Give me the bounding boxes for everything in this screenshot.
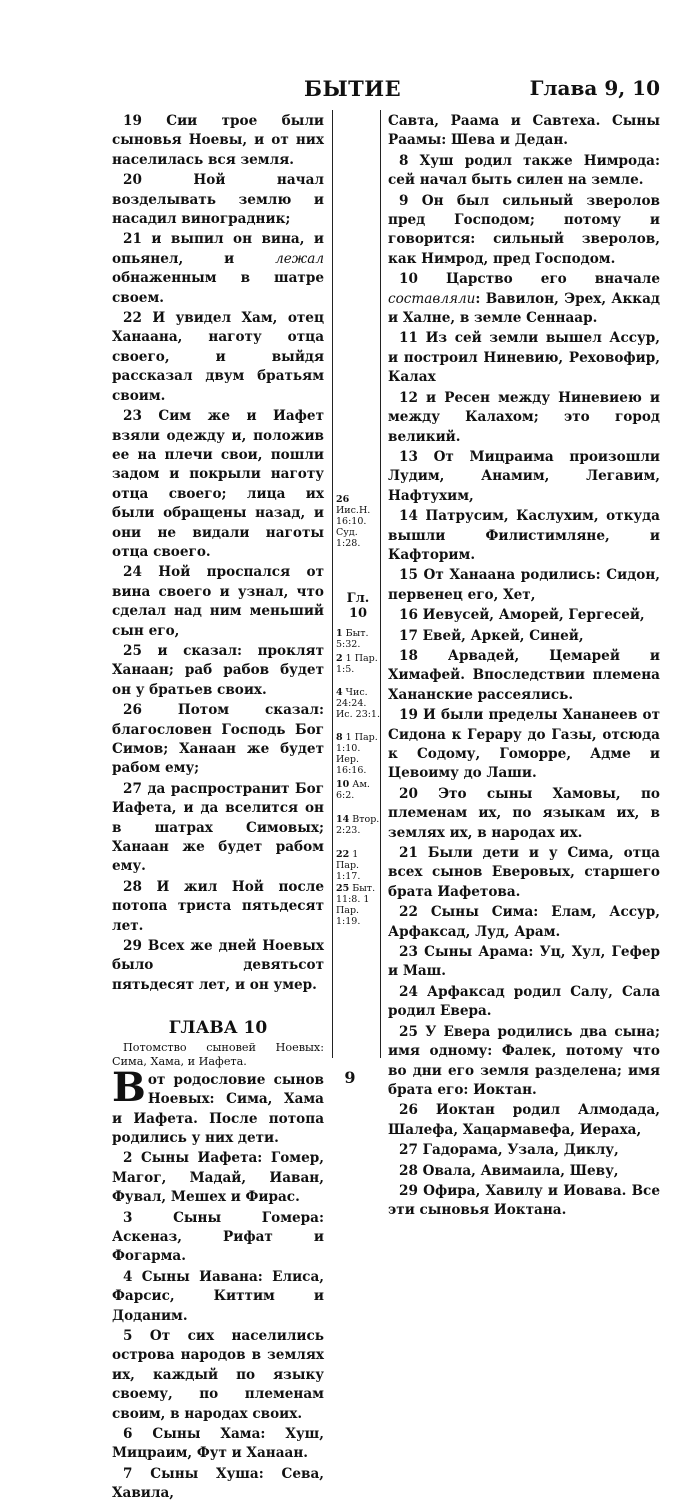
verse: 24 Ной проспался от вина своего и узнал, что сделал над ним меньший сын его, [112,564,324,639]
column-rule-left [332,110,333,1058]
verse: 14 Патрусим, Каслухим, откуда вышли Филистимляне, и Кафторим. [388,508,660,563]
verse: 25 и сказал: проклят Ханаан; раб рабов будет он у братьев своих. [112,642,324,698]
verse: 23 Сыны Арама: Уц, Хул, Гефер и Маш. [388,944,660,980]
page-number: 9 [344,1068,356,1087]
cross-reference: 10 Ам. 6:2. [336,779,370,801]
cross-reference: 8 1 Пар. 1:10. Иер. 16:16. [336,732,378,776]
cross-reference: 1 Быт. 5:32. [336,628,369,650]
verse: 3 Сыны Гомера: Аскеназ, Рифат и Фогарма. [112,1209,324,1265]
verse: 12 и Ресен между Ниневиею и между Калахом; это город великий. [388,389,660,445]
chapter-summary: Потомство сыновей Ноевых: Сима, Хама, и Иафета. [112,1040,324,1068]
verse: 19 И были пределы Хананеев от Сидона к Герару до Газы, отсюда к Содому, Гоморре, Адме и Цевоиму до Лаши. [388,707,660,782]
verse: 9 Он был сильный зверолов пред Господом; потому и говорится: сильный зверолов, как Нимрод, пред Господом. [388,192,660,267]
verse: 23 Сим же и Иафет взяли одежду и, положив ее на плечи свои, пошли задом и покрыли наготу отца своего; лица их были обращены назад, и они не видали наготы отца своего. [112,408,324,560]
verse: 11 Из сей земли вышел Ассур, и построил Ниневию, Реховофир, Калах [388,330,660,386]
cross-reference-chapter-heading: Гл. 10 [346,591,370,621]
verse-10: 10 Царство его вначале составляли: Вавилон, Эрех, Аккад и Халне, в земле Сеннаар. [388,271,660,327]
verse: 22 И увидел Хам, отец Ханаана, наготу отца своего, и выйдя рассказал двум братьям своим. [112,310,324,404]
verse-1: Вот родословие сынов Ноевых: Сима, Хама и Иафета. После потопа родились у них дети. [112,1063,324,1146]
column-rule-right [380,110,381,1058]
verse: 8 Хуш родил также Нимрода: сей начал быть силен на земле. [388,152,660,189]
cross-reference: 26 Иис.Н. 16:10. Суд. 1:28. [336,494,371,549]
verse: 21 Были дети и у Сима, отца всех сынов Еверовых, старшего брата Иафетова. [388,845,660,900]
verse: 19 Сии трое были сыновья Ноевы, и от них населилась вся земля. [112,113,324,168]
cross-reference: 2 1 Пар. 1:5. [336,653,378,675]
cross-reference: 4 Чис. 24:24. Ис. 23:1. [336,687,380,720]
verse: 15 От Ханаана родились: Сидон, первенец его, Хет, [388,567,660,603]
verse: 16 Иевусей, Аморей, Гергесей, [399,607,645,624]
verse: 5 От сих населились острова народов в землях их, каждый по языку своему, по племенам своим, в народах своих. [112,1327,324,1422]
verse: 18 Арвадей, Цемарей и Химафей. Впоследствии племена Хананские рассеялись. [388,647,660,703]
verse: 20 Ной начал возделывать землю и насадил виноградник; [112,172,324,228]
verse: 24 Арфаксад родил Салу, Сала родил Евера. [388,983,660,1020]
verse: 2 Сыны Иафета: Гомер, Магог, Мадай, Иаван, Фувал, Мешех и Фирас. [112,1150,324,1206]
verse: 6 Сыны Хама: Хуш, Мицраим, Фут и Ханаан. [112,1426,324,1462]
cross-reference: 25 Быт. 11:8. 1 Пар. 1:19. [336,883,376,927]
verse: 22 Сыны Сима: Елам, Ассур, Арфаксад, Луд, Арам. [388,904,660,940]
verse: 25 У Евера родились два сына; имя одному: Фалек, потому что во дни его земля разделена; имя брата его: Иоктан. [388,1023,660,1098]
running-header [112,76,660,106]
verse: 28 Овала, Авимаила, Шеву, [399,1162,619,1179]
verse: 4 Сыны Иавана: Елиса, Фарсис, Киттим и Доданим. [112,1268,324,1324]
verse: 20 Это сыны Хамовы, по племенам их, по языкам их, в землях их, в народах их. [388,785,660,841]
verse: 27 Гадорама, Узала, Диклу, [399,1142,619,1159]
chapter-reference: Глава 9, 10 [529,76,660,100]
right-text-column [388,112,660,1222]
drop-cap: В [112,1063,146,1111]
verse: 13 От Мицраима произошли Лудим, Анамим, Легавим, Нафтухим, [388,448,660,504]
verse: 28 И жил Ной после потопа триста пятьдесят лет. [112,878,324,934]
verse: 29 Всех же дней Ноевых было девятьсот пятьдесят лет, и он умер. [112,938,324,993]
left-text-column [112,112,324,1505]
verse: 29 Офира, Хавилу и Иовава. Все эти сыновья Иоктана. [388,1182,660,1219]
verse: 17 Евей, Аркей, Синей, [399,627,584,644]
book-title: БЫТИЕ [304,76,402,101]
chapter-heading: ГЛАВА 10 [168,1018,268,1039]
cross-reference: 22 1 Пар. 1:17. [336,849,361,882]
verse: 26 Иоктан родил Алмодада, Шалефа, Хацармавефа, Иераха, [388,1102,660,1138]
verse-21: 21 и выпил он вина, и опьянел, и лежал обнаженным в шатре своем. [112,231,324,306]
verse: 7 Сыны Хуша: Сева, Хавила, [112,1465,324,1502]
verse: 27 да распространит Бог Иафета, и да вселится он в шатрах Симовых; Ханаан же будет рабом ему. [112,780,324,875]
cross-reference: 14 Втор. 2:23. [336,814,380,836]
verse-continuation: Савта, Раама и Савтеха. Сыны Раамы: Шева и Дедан. [388,113,660,149]
verse: 26 Потом сказал: благословен Господь Бог Симов; Ханаан же будет рабом ему; [112,702,324,777]
